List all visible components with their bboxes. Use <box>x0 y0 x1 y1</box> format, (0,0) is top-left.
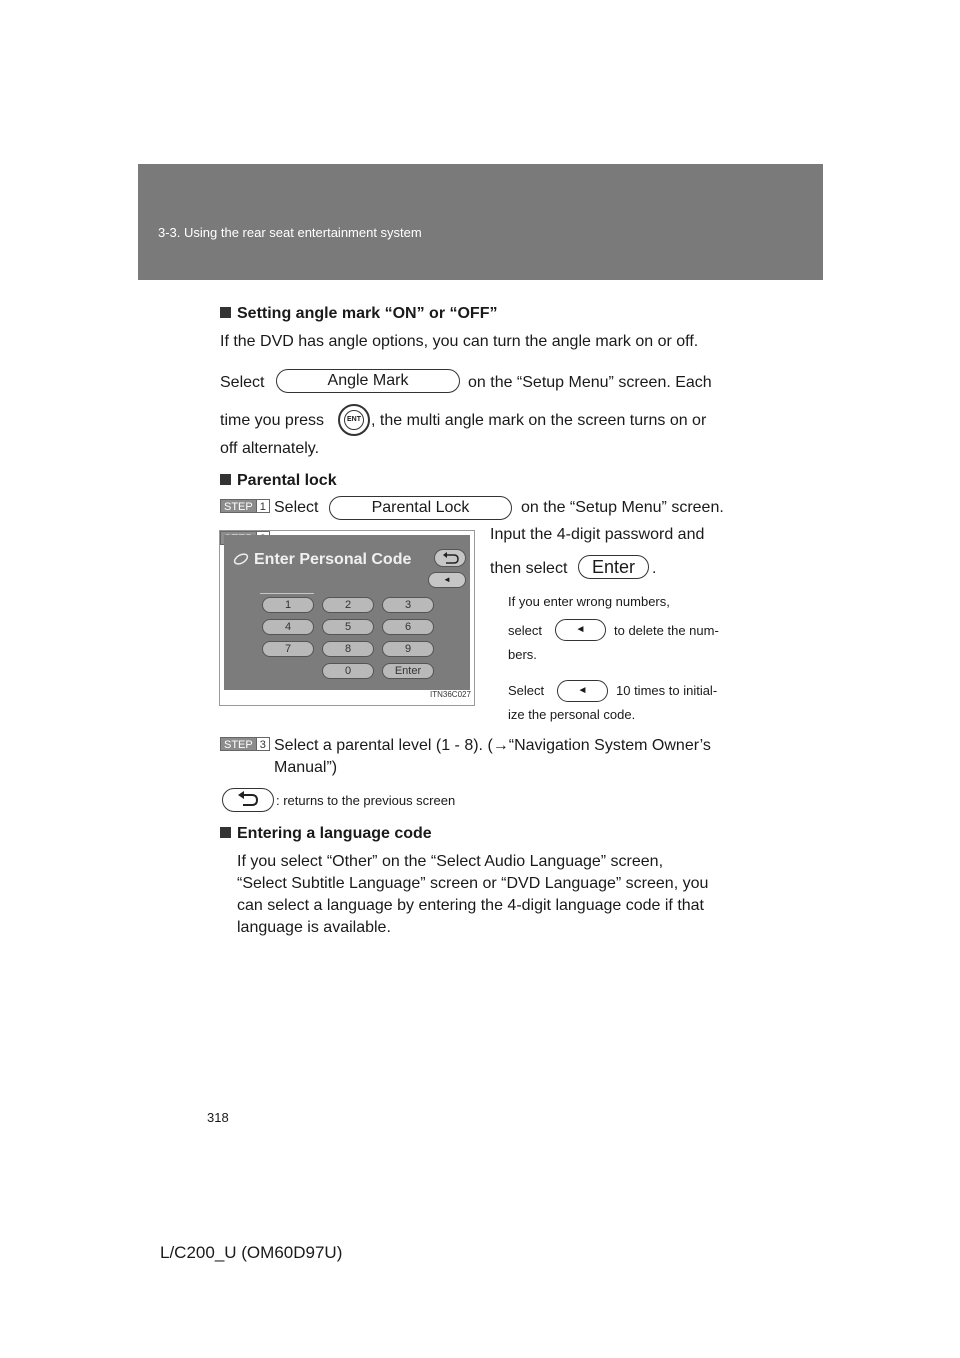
angle-mark-button[interactable]: Angle Mark <box>276 369 460 393</box>
angle-mark-line2-rest: , the multi angle mark on the screen turns on or <box>371 412 707 429</box>
step3-line1: Select a parental level (1 - 8). (→“Navigation System Owner’s <box>274 737 711 754</box>
code-entry-line <box>260 593 314 594</box>
back-button-2[interactable]: ◄ <box>557 680 608 702</box>
illustration-code: ITN36C027 <box>430 690 471 699</box>
key-4[interactable]: 4 <box>262 619 314 635</box>
language-line-3: can select a language by entering the 4-digit language code if that <box>237 897 704 914</box>
parental-lock-button[interactable]: Parental Lock <box>329 496 512 520</box>
note2-select-word: Select <box>508 683 545 698</box>
parental-lock-heading: Parental lock <box>220 470 337 492</box>
step2-period: . <box>652 560 657 577</box>
note1-select-word: select <box>508 623 542 638</box>
step-3-badge: STEP 3 <box>220 737 270 751</box>
key-2[interactable]: 2 <box>322 597 374 613</box>
screen-display <box>224 535 470 690</box>
language-line-2: “Select Subtitle Language” screen or “DVD Language” screen, you <box>237 875 709 892</box>
section-title: 3-3. Using the rear seat entertainment system <box>158 225 422 240</box>
angle-mark-heading: Setting angle mark “ON” or “OFF” <box>220 303 497 325</box>
angle-mark-intro: If the DVD has angle options, you can turn the angle mark on or off. <box>220 333 699 350</box>
note1-rest: to delete the num- <box>614 623 719 638</box>
language-line-4: language is available. <box>237 919 391 936</box>
bullet-square-icon <box>220 474 231 485</box>
press-text: time you press <box>220 412 325 429</box>
return-button[interactable] <box>222 788 274 812</box>
note2-rest: 10 times to initial- <box>616 683 718 698</box>
language-line-1: If you select “Other” on the “Select Audio Language” screen, <box>237 853 664 870</box>
key-8[interactable]: 8 <box>322 641 374 657</box>
key-1[interactable]: 1 <box>262 597 314 613</box>
screen-back-button[interactable]: ◄ <box>428 572 466 588</box>
bullet-square-icon <box>220 307 231 318</box>
footer-code: L/C200_U (OM60D97U) <box>160 1243 343 1262</box>
step2-line1: Input the 4-digit password and <box>490 526 705 543</box>
key-7[interactable]: 7 <box>262 641 314 657</box>
step1-rest: on the “Setup Menu” screen. <box>521 499 724 516</box>
step-1-badge: STEP 1 <box>220 499 270 513</box>
key-5[interactable]: 5 <box>322 619 374 635</box>
step2-then-select: then select <box>490 560 568 577</box>
angle-mark-line3: off alternately. <box>220 440 320 457</box>
key-3[interactable]: 3 <box>382 597 434 613</box>
back-button-1[interactable]: ◄ <box>555 619 606 641</box>
screen-title-icon <box>232 552 250 566</box>
screen-title: Enter Personal Code <box>254 551 412 568</box>
enter-code-screen <box>219 530 475 706</box>
language-code-heading: Entering a language code <box>220 823 432 845</box>
enter-knob-label: ENT <box>344 410 364 430</box>
screen-return-button[interactable] <box>434 549 466 567</box>
step1-select-word: Select <box>274 499 319 516</box>
page-number: 318 <box>207 1110 229 1125</box>
key-enter[interactable]: Enter <box>382 663 434 679</box>
enter-button[interactable]: Enter <box>578 555 649 579</box>
return-arrow-icon <box>223 789 273 811</box>
header-bar <box>138 164 823 280</box>
enter-knob-icon <box>338 404 370 436</box>
return-note: : returns to the previous screen <box>276 793 456 808</box>
key-9[interactable]: 9 <box>382 641 434 657</box>
key-6[interactable]: 6 <box>382 619 434 635</box>
select-word: Select <box>220 374 265 391</box>
return-arrow-icon <box>435 550 465 566</box>
bullet-square-icon <box>220 827 231 838</box>
note1-line1: If you enter wrong numbers, <box>508 594 670 609</box>
note1-line3: bers. <box>508 647 537 662</box>
key-0[interactable]: 0 <box>322 663 374 679</box>
note2-line2: ize the personal code. <box>508 707 636 722</box>
angle-mark-line1-rest: on the “Setup Menu” screen. Each <box>468 374 712 391</box>
step3-line2: Manual”) <box>274 759 338 776</box>
